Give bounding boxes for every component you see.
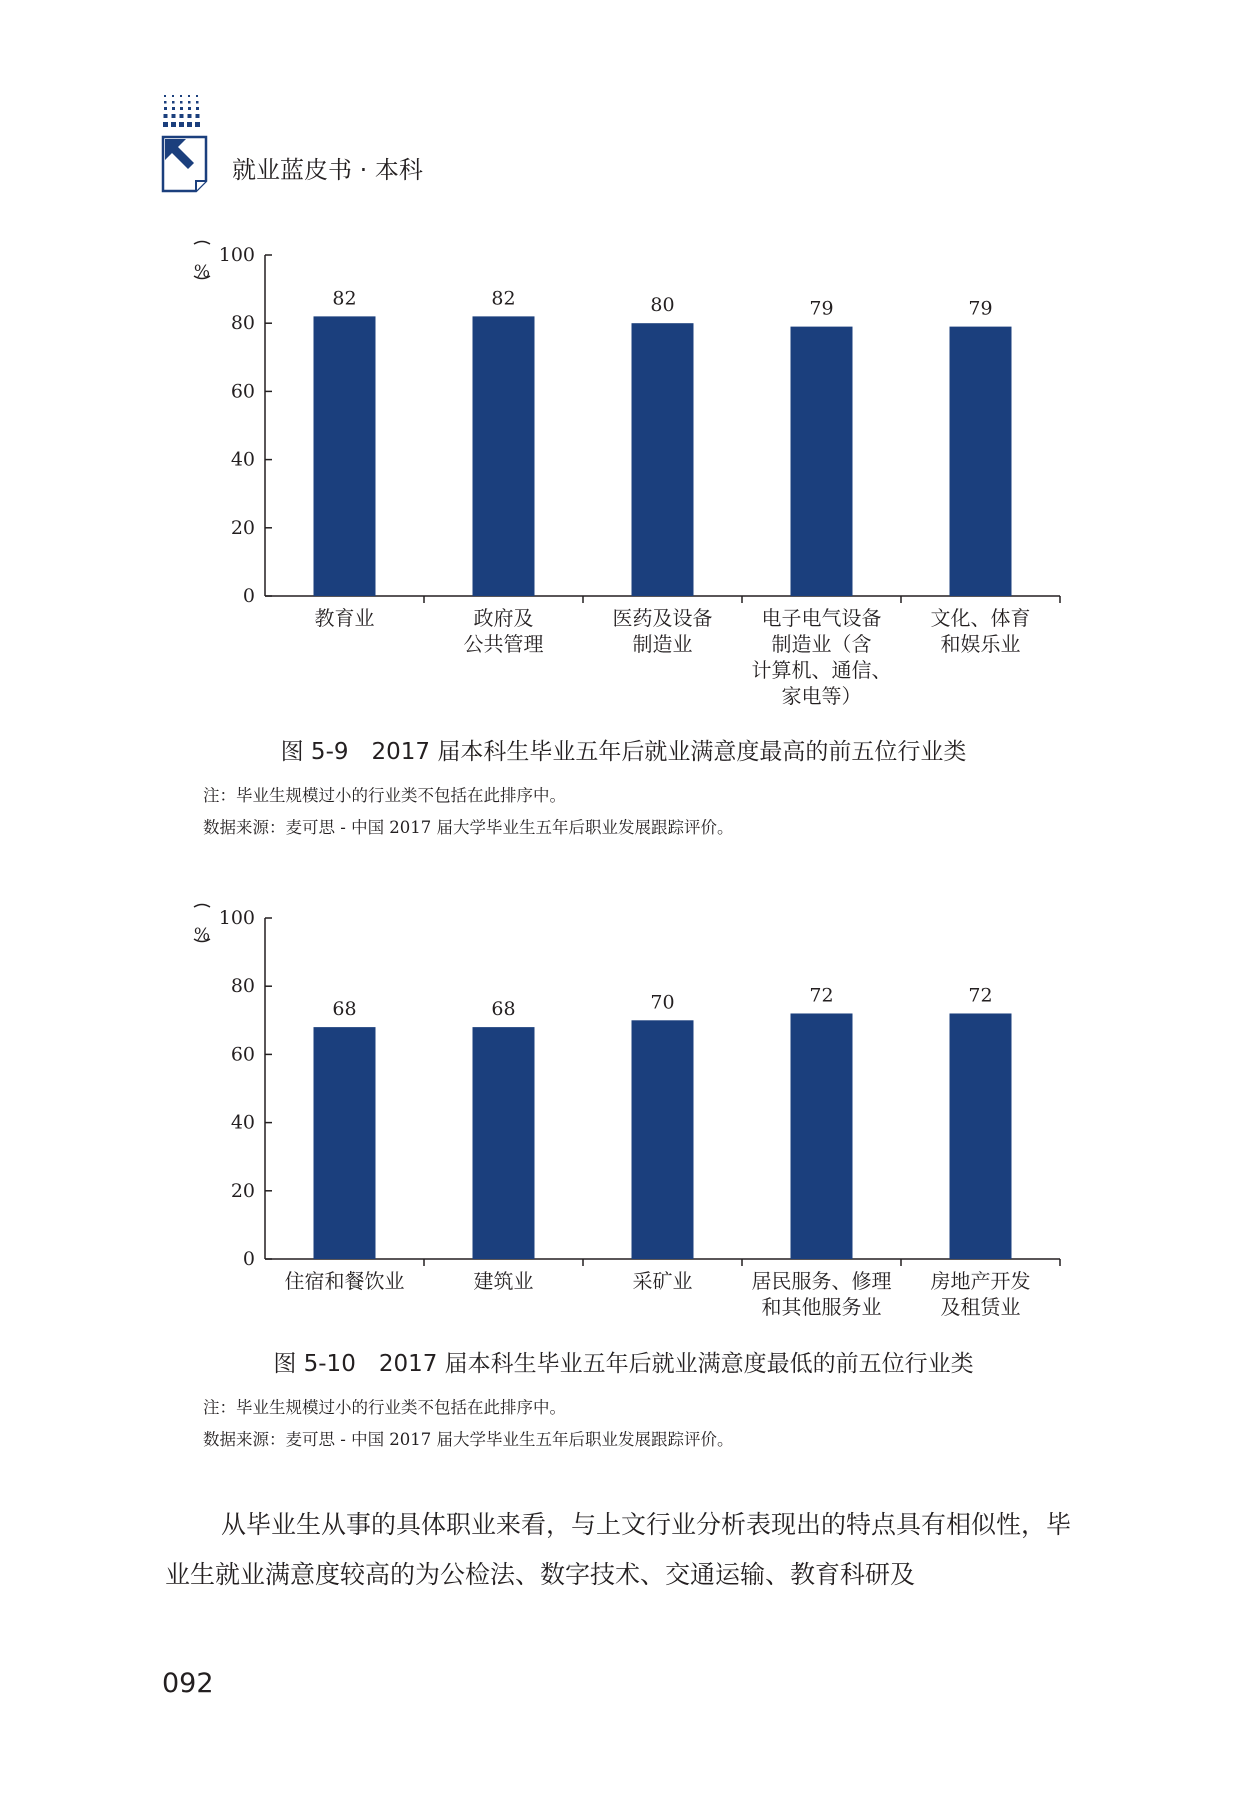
category-label: 电子电气设备 [761, 606, 882, 630]
chart-svg [160, 901, 1090, 1321]
y-tick-label: 0 [242, 1248, 255, 1270]
value-label: 72 [968, 984, 993, 1007]
y-axis-unit-label: % [193, 925, 211, 945]
bar [314, 316, 376, 596]
bar [473, 316, 535, 596]
category-label: 和娱乐业 [940, 632, 1021, 656]
category-label: 居民服务、修理 [751, 1269, 892, 1293]
figure-title: 图 5-9 2017 届本科生毕业五年后就业满意度最高的前五位行业类 [280, 739, 967, 765]
y-tick-label: 100 [218, 907, 255, 929]
y-tick-label: 40 [230, 448, 255, 471]
bar [314, 1027, 376, 1259]
figure-source: 数据来源：麦可思 - 中国 2017 届大学毕业生五年后职业发展跟踪评价。 [203, 1430, 734, 1449]
category-label: 家电等） [781, 684, 862, 708]
category-label: 房地产开发 [930, 1269, 1031, 1293]
y-tick-label: 60 [230, 380, 255, 403]
category-label: 及租赁业 [940, 1295, 1021, 1319]
value-label: 82 [332, 287, 357, 310]
bar [632, 1020, 694, 1259]
category-label: 政府及 [473, 606, 534, 630]
category-label: 教育业 [314, 606, 375, 630]
category-label: 医药及设备 [612, 606, 713, 630]
value-label: 79 [968, 297, 993, 320]
category-label: 公共管理 [463, 632, 544, 656]
y-tick-label: 80 [230, 312, 255, 335]
header-title: 就业蓝皮书 · 本科 [232, 156, 423, 184]
value-label: 79 [809, 297, 834, 320]
chart-svg [160, 238, 1090, 708]
y-tick-label: 20 [230, 1179, 255, 1202]
value-label: 68 [332, 998, 357, 1021]
figure-note: 注：毕业生规模过小的行业类不包括在此排序中。 [203, 786, 566, 805]
category-label: 文化、体育 [930, 606, 1031, 630]
y-tick-label: 0 [242, 585, 255, 607]
category-label: 制造业 [632, 632, 693, 656]
figure-title: 图 5-10 2017 届本科生毕业五年后就业满意度最低的前五位行业类 [273, 1351, 974, 1377]
bar [950, 327, 1012, 596]
y-tick-label: 20 [230, 516, 255, 539]
category-label: 住宿和餐饮业 [284, 1269, 405, 1293]
body-paragraph: 从毕业生从事的具体职业来看，与上文行业分析表现出的特点具有相似性，毕业生就业满意度较高的为公检法、数字技术、交通运输、教育科研及 [165, 1510, 1072, 1589]
value-label: 82 [491, 287, 516, 310]
y-tick-label: 100 [218, 244, 255, 266]
running-header [160, 95, 560, 205]
value-label: 72 [809, 984, 834, 1007]
unit-paren-top [194, 905, 210, 908]
bar [950, 1013, 1012, 1259]
value-label: 70 [650, 991, 675, 1014]
category-label: 和其他服务业 [761, 1295, 882, 1319]
figure-source: 数据来源：麦可思 - 中国 2017 届大学毕业生五年后职业发展跟踪评价。 [203, 818, 734, 837]
y-axis-unit-label: % [193, 262, 211, 282]
bar [791, 1013, 853, 1259]
unit-paren-top [194, 242, 210, 245]
category-label: 计算机、通信、 [751, 658, 892, 682]
bar-chart-highest-satisfaction [160, 238, 1090, 708]
figure-note: 注：毕业生规模过小的行业类不包括在此排序中。 [203, 1398, 566, 1417]
value-label: 80 [650, 294, 675, 317]
category-label: 建筑业 [473, 1269, 534, 1293]
bar [791, 327, 853, 596]
y-tick-label: 80 [230, 975, 255, 998]
bar [632, 323, 694, 596]
book-corner-arrow-icon [160, 95, 220, 197]
y-tick-label: 60 [230, 1043, 255, 1066]
bar [473, 1027, 535, 1259]
category-label: 制造业（含 [771, 632, 872, 656]
page-number: 092 [162, 1668, 214, 1699]
category-label: 采矿业 [632, 1269, 693, 1293]
value-label: 68 [491, 998, 516, 1021]
y-tick-label: 40 [230, 1111, 255, 1134]
bar-chart-lowest-satisfaction [160, 901, 1090, 1321]
